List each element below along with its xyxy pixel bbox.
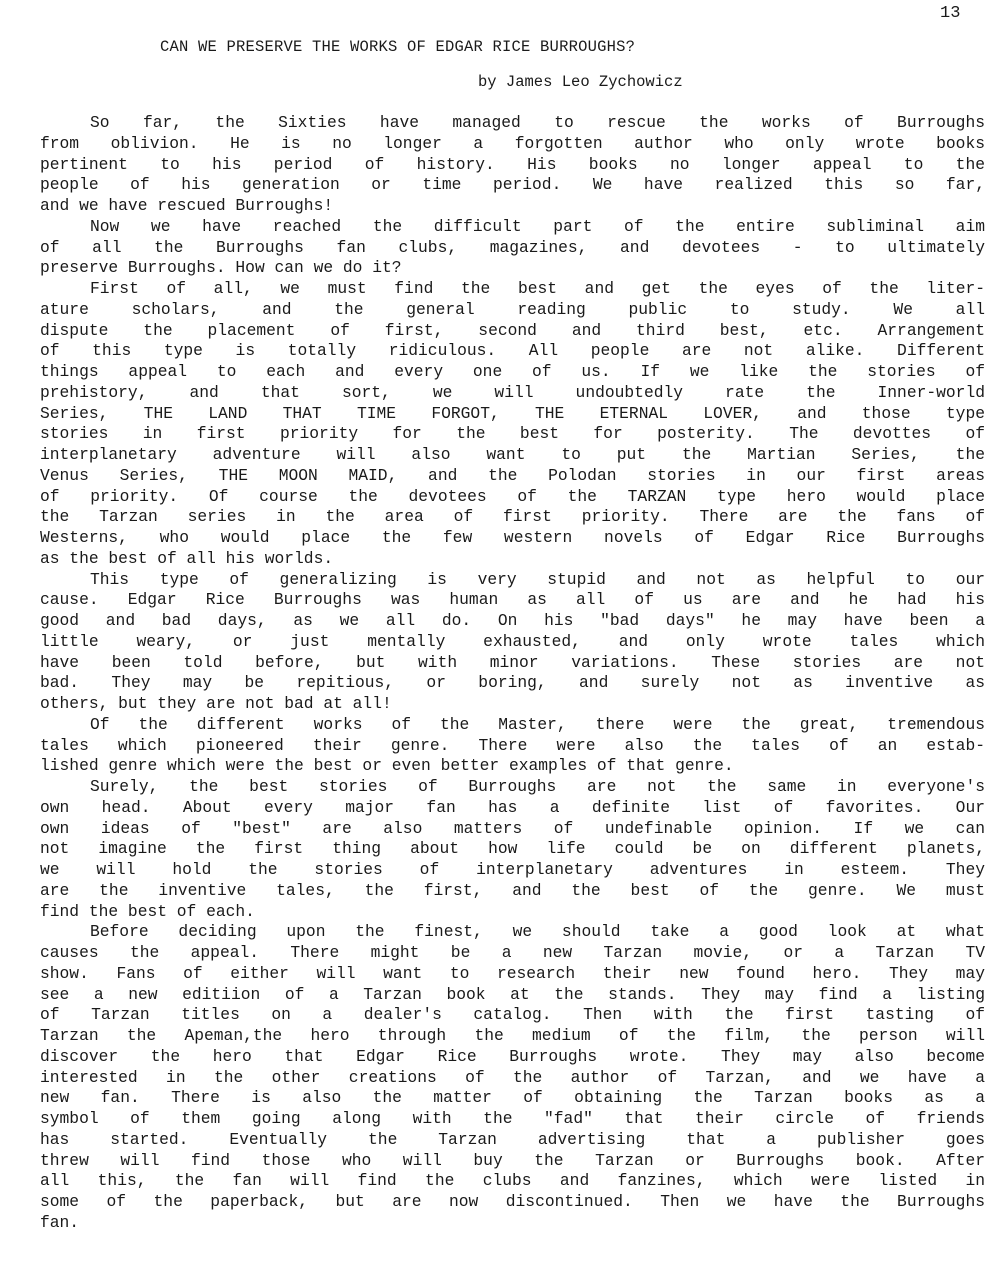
text-line: Now we have reached the difficult part of the entire subliminal aim (90, 216, 985, 236)
text-line: dispute the placement of first, second and third best, etc. Arrangement (40, 320, 985, 340)
text-line: lished genre which were the best or even better examples of that genre. (40, 756, 734, 776)
article-byline: by James Leo Zychowicz (478, 73, 683, 91)
text-line: Of the different works of the Master, there were the great, tremendous (90, 714, 985, 734)
text-line: have been told before, but with minor variations. These stories are not (40, 652, 985, 672)
text-line: things appeal to each and every one of us. If we like the stories of (40, 362, 985, 381)
text-line: show. Fans of either will want to research their new found hero. They may (40, 963, 985, 983)
text-line: So far, the Sixties have managed to rescue the works of Burroughs (90, 113, 985, 132)
text-line: causes the appeal. There might be a new Tarzan movie, or a Tarzan TV (40, 943, 985, 962)
text-line: all this, the fan will find the clubs and fanzines, which were listed in (40, 1171, 985, 1191)
text-line: little weary, or just mentally exhausted, and only wrote tales which (40, 631, 985, 651)
text-line: Before deciding upon the finest, we should take a good look at what (90, 922, 985, 942)
text-line: bad. They may be repitious, or boring, and surely not as inventive as (40, 673, 985, 693)
text-line: good and bad days, as we all do. On his "bad days" he may have been a (40, 611, 985, 630)
page-number: 13 (940, 4, 961, 23)
text-line: prehistory, and that sort, we will undoubtedly rate the Inner-world (40, 382, 985, 402)
text-line: of this type is totally ridiculous. All people are not alike. Different (40, 341, 985, 361)
text-line: new fan. There is also the matter of obtaining the Tarzan books as a (40, 1088, 985, 1108)
text-line: people of his generation or time period. We have realized this so far, (40, 175, 985, 195)
text-line: tales which pioneered their genre. There were also the tales of an estab- (40, 735, 985, 755)
text-line: Venus Series, THE MOON MAID, and the Polodan stories in our first areas (40, 465, 985, 485)
text-line: others, but they are not bad at all! (40, 694, 392, 713)
text-line: symbol of them going along with the "fad" that their circle of friends (40, 1109, 985, 1128)
text-line: see a new editiion of a Tarzan book at the stands. They may find a listing (40, 984, 985, 1004)
text-line: own ideas of "best" are also matters of undefinable opinion. If we can (40, 818, 985, 838)
text-line: we will hold the stories of interplanetary adventures in esteem. They (40, 860, 985, 879)
text-line: Series, THE LAND THAT TIME FORGOT, THE ETERNAL LOVER, and those type (40, 403, 985, 423)
text-line: fan. (40, 1212, 80, 1232)
text-line: cause. Edgar Rice Burroughs was human as all of us are and he had his (40, 590, 985, 610)
text-line: ature scholars, and the general reading public to study. We all (40, 299, 985, 319)
text-line: has started. Eventually the Tarzan advertising that a publisher goes (40, 1129, 985, 1149)
text-line: Tarzan the Apeman,the hero through the medium of the film, the person will (40, 1026, 985, 1045)
text-line: interplanetary adventure will also want to put the Martian Series, the (40, 445, 985, 464)
text-line: threw will find those who will buy the Tarzan or Burroughs book. After (40, 1150, 985, 1170)
text-line: First of all, we must find the best and get the eyes of the liter- (90, 279, 985, 298)
text-line: pertinent to his period of history. His books no longer appeal to the (40, 154, 985, 174)
text-line: stories in first priority for the best for posterity. The devottes of (40, 424, 985, 444)
text-line: of Tarzan titles on a dealer's catalog. Then with the first tasting of (40, 1005, 985, 1025)
text-line: preserve Burroughs. How can we do it? (40, 258, 402, 278)
text-line: This type of generalizing is very stupid and not as helpful to our (90, 569, 985, 589)
article-title: CAN WE PRESERVE THE WORKS OF EDGAR RICE BURROUGHS? (160, 38, 636, 56)
text-line: interested in the other creations of the author of Tarzan, and we have a (40, 1067, 985, 1087)
text-line: Westerns, who would place the few western novels of Edgar Rice Burroughs (40, 528, 985, 547)
text-line: of priority. Of course the devotees of the TARZAN type hero would place (40, 486, 985, 506)
text-line: discover the hero that Edgar Rice Burroughs wrote. They may also become (40, 1046, 985, 1066)
text-line: not imagine the first thing about how life could be on different planets, (40, 839, 985, 859)
text-line: of all the Burroughs fan clubs, magazines, and devotees - to ultimately (40, 237, 985, 257)
text-line: the Tarzan series in the area of first priority. There are the fans of (40, 507, 985, 527)
text-line: are the inventive tales, the first, and the best of the genre. We must (40, 880, 985, 900)
text-line: from oblivion. He is no longer a forgotten author who only wrote books (40, 133, 985, 153)
text-line: and we have rescued Burroughs! (40, 196, 334, 215)
text-line: find the best of each. (40, 901, 255, 921)
text-line: some of the paperback, but are now discontinued. Then we have the Burroughs (40, 1192, 985, 1211)
text-line: own head. About every major fan has a definite list of favorites. Our (40, 797, 985, 817)
text-line: as the best of all his worlds. (40, 548, 334, 568)
article-body (40, 113, 985, 1234)
text-line: Surely, the best stories of Burroughs are not the same in everyone's (90, 777, 985, 796)
